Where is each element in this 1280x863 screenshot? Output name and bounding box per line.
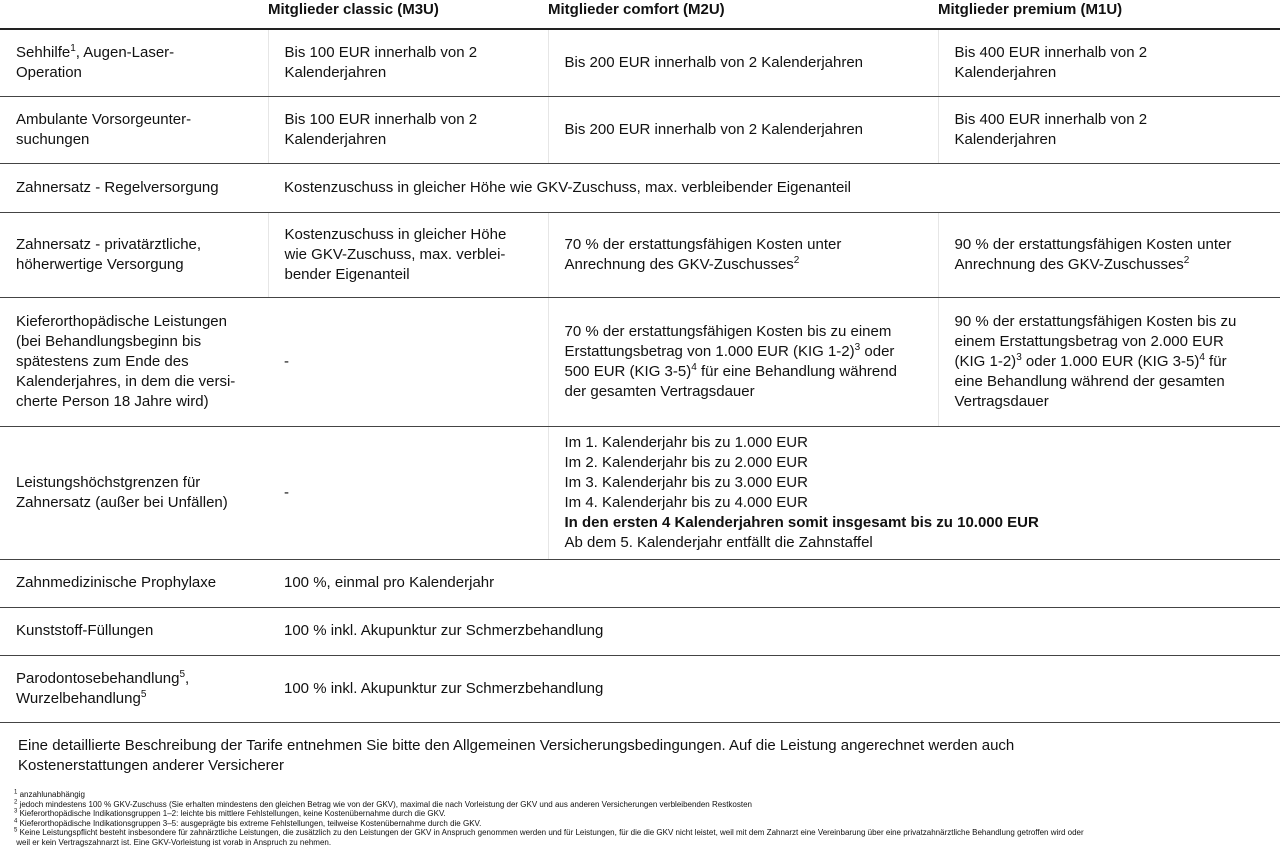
cell-classic: - (268, 297, 548, 426)
footnotes (14, 790, 1274, 848)
cell-classic: Bis 100 EUR innerhalb von 2 Kalenderjahren (268, 29, 548, 96)
cell-premium: 90 % der erstattungsfähigen Kosten bis zu einem Erstattungsbetrag von 2.000 EUR (KIG 1-2)$^3$ oder 1.000 EUR (KIG 3-5)$^4$ für eine Behandlung während der gesamten Vertragsdauer (938, 297, 1280, 426)
cell-all-tariffs: 100 % inkl. Akupunktur zur Schmerzbehandlung (268, 607, 1280, 655)
table-row-parodontose (0, 655, 1280, 722)
row-label: Kieferorthopädische Leistungen (bei Behandlungsbeginn bis spätestens zum Ende des Kalenderjahres, in dem die versi- cherte Person 18 Jahre wird) (0, 297, 268, 426)
header-classic: Mitglieder classic (M3U) (268, 0, 548, 29)
row-label: Zahnmedizinische Prophylaxe (0, 559, 268, 607)
table-row-privataerztlich (0, 212, 1280, 297)
row-label: Sehhilfe$^1$, Augen-Laser- Operation (0, 29, 268, 96)
row-label: Kunststoff-Füllungen (0, 607, 268, 655)
row-label: Parodontosebehandlung$^5$, Wurzelbehandlung$^5$ (0, 655, 268, 722)
conditions-note: Eine detaillierte Beschreibung der Tarife entnehmen Sie bitte den Allgemeinen Versicherungsbedingungen. Auf die Leistung angerechnet werden auch Kostenerstattungen anderer Versicherer (18, 737, 1015, 774)
table-row-kieferorthopaedie (0, 297, 1280, 426)
table-row-fuellungen (0, 607, 1280, 655)
cell-comfort: 70 % der erstattungsfähigen Kosten unter Anrechnung des GKV-Zuschusses$^2$ (548, 212, 938, 297)
header-comfort: Mitglieder comfort (M2U) (548, 0, 938, 29)
table-header-row (0, 0, 1280, 29)
header-premium: Mitglieder premium (M1U) (938, 0, 1280, 29)
footnote-continued: weil er kein Vertragszahnarzt ist. Eine GKV-Vorleistung ist vorab in Anspruch zu nehmen. (16, 837, 332, 847)
row-label: Ambulante Vorsorgeunter- suchungen (0, 96, 268, 163)
footnote: $^1$ anzahlunabhängig (14, 789, 85, 799)
table-row-regelversorgung (0, 163, 1280, 212)
cell-classic: Bis 100 EUR innerhalb von 2 Kalenderjahren (268, 96, 548, 163)
footnote: $^4$ Kieferorthopädische Indikationsgruppen 3–5: ausgeprägte bis extreme Fehlstellungen, teilweise Kostenübernahme durch die GKV. (14, 818, 482, 828)
footnote: $^5$ Keine Leistungspflicht besteht insbesondere für zahnärztliche Leistungen, die zusätzlich zu den Leistungen der GKV in Anspruch genommen werden und für Leistungen, für die die GKV nicht leistet, weil mit dem Zahnarzt eine Vereinbarung über eine privatzahnärztliche Behandlung getroffen wird oder (14, 827, 1084, 838)
cell-all-tariffs: Kostenzuschuss in gleicher Höhe wie GKV-Zuschuss, max. verbleibender Eigenanteil (268, 163, 1280, 212)
row-label: Leistungshöchstgrenzen für Zahnersatz (außer bei Unfällen) (0, 426, 268, 559)
row-label: Zahnersatz - Regelversorgung (0, 163, 268, 212)
cell-all-tariffs: 100 %, einmal pro Kalenderjahr (268, 559, 1280, 607)
row-label: Zahnersatz - privatärztliche, höherwertige Versorgung (0, 212, 268, 297)
table-row-prophylaxe (0, 559, 1280, 607)
header-empty (0, 0, 268, 29)
footnote: $^2$ jedoch mindestens 100 % GKV-Zuschuss (Sie erhalten mindestens den gleichen Betrag wie von der GKV), maximal die nach Vorleistung der GKV und aus anderen Versicherungen verbleibenden Restkosten (14, 798, 752, 809)
cell-comfort: Bis 200 EUR innerhalb von 2 Kalenderjahren (548, 96, 938, 163)
cell-comfort: Bis 200 EUR innerhalb von 2 Kalenderjahren (548, 29, 938, 96)
cell-comfort: 70 % der erstattungsfähigen Kosten bis zu einem Erstattungsbetrag von 1.000 EUR (KIG 1-2)$^3$ oder 500 EUR (KIG 3-5)$^4$ für eine Behandlung während der gesamten Vertragsdauer (548, 297, 938, 426)
cell-all-tariffs: 100 % inkl. Akupunktur zur Schmerzbehandlung (268, 655, 1280, 722)
table-row-sehhilfe (0, 29, 1280, 96)
cell-premium: Bis 400 EUR innerhalb von 2 Kalenderjahren (938, 29, 1280, 96)
table-row-hoechstgrenzen (0, 426, 1280, 559)
cell-premium: 90 % der erstattungsfähigen Kosten unter Anrechnung des GKV-Zuschusses$^2$ (938, 212, 1280, 297)
cell-classic: - (268, 426, 548, 559)
footnote: $^3$ Kieferorthopädische Indikationsgruppen 1–2: leichte bis mittlere Fehlstellungen, keine Kostenübernahme durch die GKV. (14, 808, 446, 819)
cell-premium: Bis 400 EUR innerhalb von 2 Kalenderjahren (938, 96, 1280, 163)
cell-comfort-premium: Im 1. Kalenderjahr bis zu 1.000 EUR Im 2. Kalenderjahr bis zu 2.000 EUR Im 3. Kalenderjahr bis zu 3.000 EUR Im 4. Kalenderjahr bis zu 4.000 EUR In den ersten 4 Kalenderjahren somit insgesamt bis zu 10.000 EUR Ab dem 5. Kalenderjahr entfällt die Zahnstaffel (548, 426, 1280, 559)
cell-classic: Kostenzuschuss in gleicher Höhe wie GKV-Zuschuss, max. verblei- bender Eigenanteil (268, 212, 548, 297)
table-row-vorsorge (0, 96, 1280, 163)
